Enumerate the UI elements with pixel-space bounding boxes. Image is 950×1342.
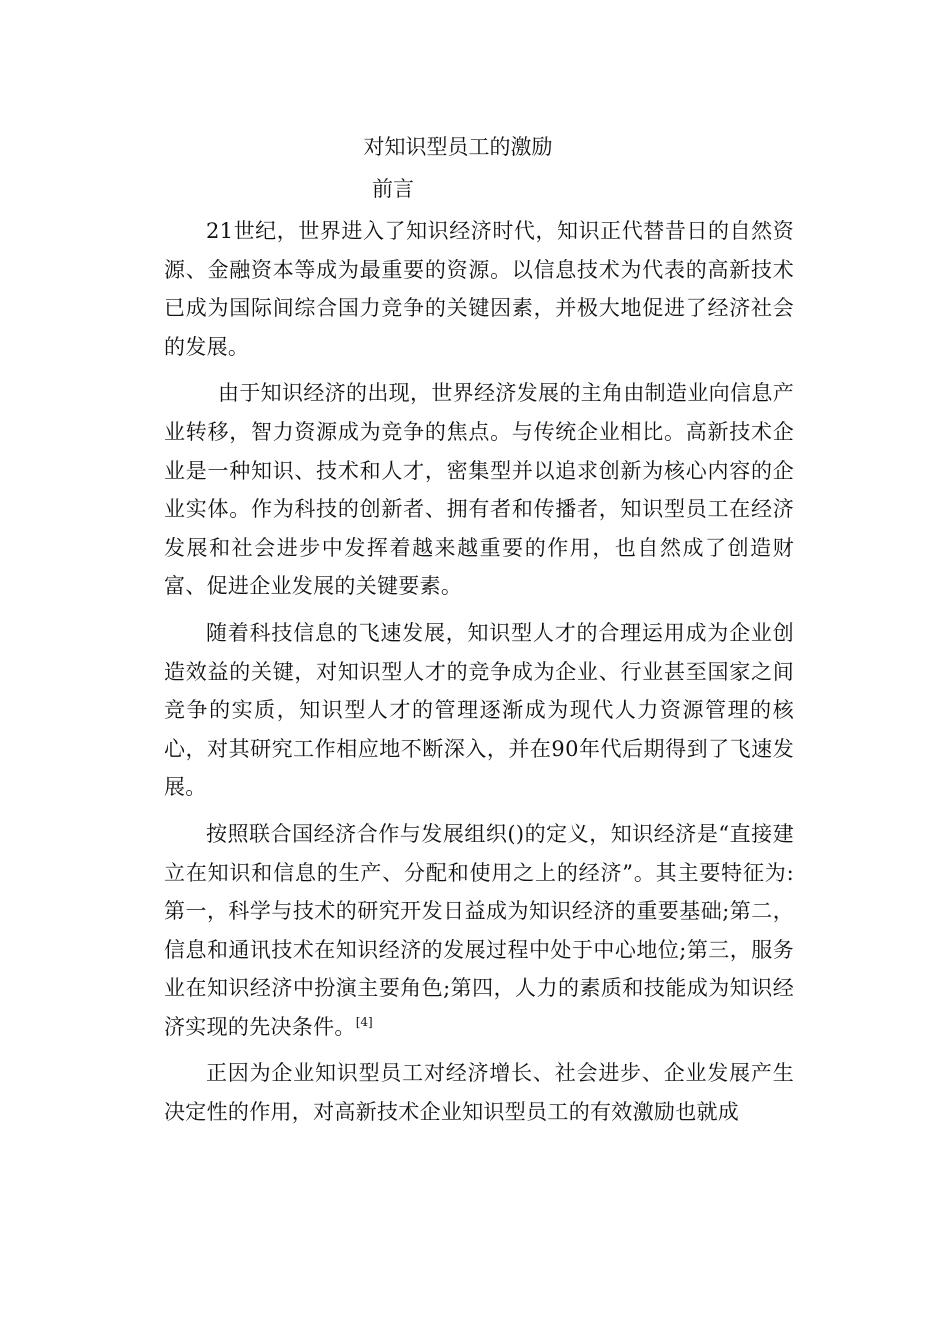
paragraph-4 bbox=[164, 815, 794, 1047]
paragraph-2 bbox=[164, 374, 794, 606]
paragraph-5 bbox=[164, 1054, 794, 1131]
document-title: 对知识型员工的激励 bbox=[363, 135, 553, 159]
section-heading-preface: 前言 bbox=[372, 177, 414, 201]
paragraph-3 bbox=[164, 614, 794, 807]
paragraph-5-text: 正因为企业知识型员工对经济增长、社会进步、企业发展产生决定性的作用，对高新技术企业知识型员工的有效激励也就成 bbox=[164, 1061, 794, 1125]
paragraph-1 bbox=[164, 212, 794, 366]
paragraph-1-text: 21世纪，世界进入了知识经济时代，知识正代替昔日的自然资源、金融资本等成为最重要的资源。以信息技术为代表的高新技术已成为国际间综合国力竞争的关键因素，并极大地促进了经济社会的发展。 bbox=[164, 219, 794, 359]
document-body bbox=[164, 212, 794, 1140]
paragraph-4-text: 按照联合国经济合作与发展组织()的定义，知识经济是“直接建立在知识和信息的生产、分配和使用之上的经济”。其主要特征为:第一，科学与技术的研究开发日益成为知识经济的重要基础;第二，信息和通讯技术在知识经济的发展过程中处于中心地位;第三，服务业在知识经济中扮演主要角色;第四，人力的素质和技能成为知识经济实现的先决条件。 bbox=[164, 821, 794, 1039]
paragraph-2-text: 由于知识经济的出现，世界经济发展的主角由制造业向信息产业转移，智力资源成为竞争的焦点。与传统企业相比。高新技术企业是一种知识、技术和人才，密集型并以追求创新为核心内容的企业实体。作为科技的创新者、拥有者和传播者，知识型员工在经济发展和社会进步中发挥着越来越重要的作用，也自然成了创造财富、促进企业发展的关键要素。 bbox=[164, 381, 794, 599]
paragraph-3-text: 随着科技信息的飞速发展，知识型人才的合理运用成为企业创造效益的关键，对知识型人才的竞争成为企业、行业甚至国家之间竞争的实质，知识型人才的管理逐渐成为现代人力资源管理的核心，对其研究工作相应地不断深入，并在90年代后期得到了飞速发展。 bbox=[164, 620, 794, 800]
citation-reference: [4] bbox=[355, 1014, 373, 1029]
